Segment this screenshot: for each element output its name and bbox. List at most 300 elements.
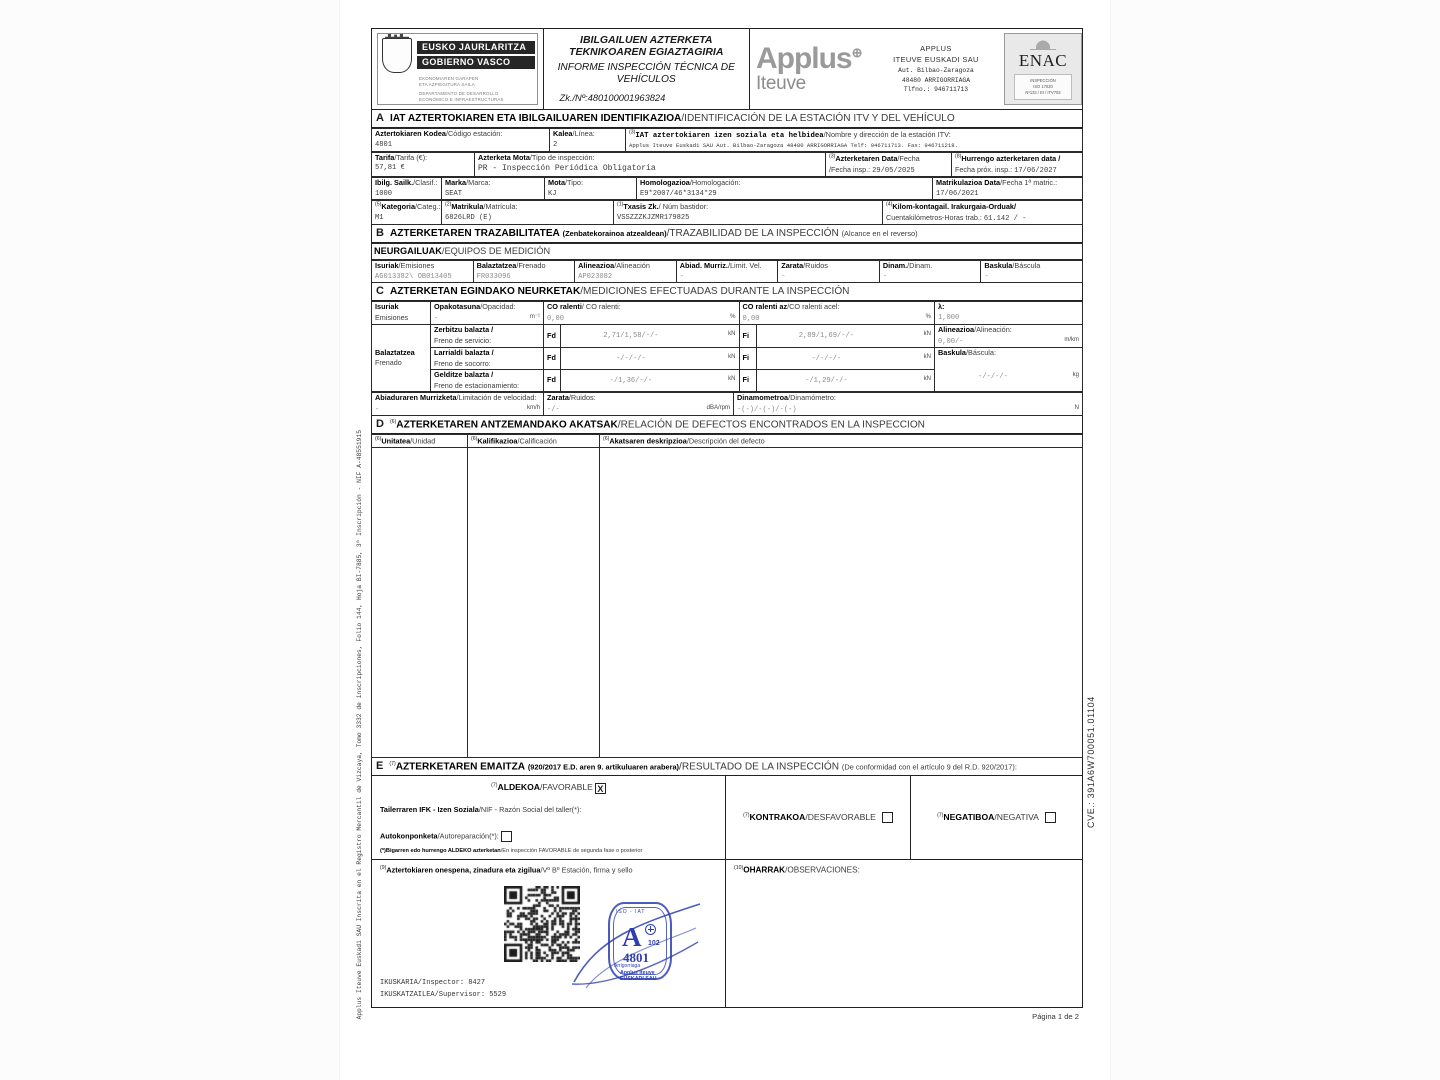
applus-block <box>750 29 1082 109</box>
class-label-bk: Ibilg. Sailk. <box>375 177 414 187</box>
category-value: M1 <box>375 213 384 222</box>
left-margin-registry-text: Applus Iteuve Euskadi SAU Inscrita en el Registro Mercantil de Vizcaya, Tomo 3332 de inscripciones, Folio 144, Hoja BI-7885, 3ª Inscripción - NIF A-48551915 <box>356 430 363 1020</box>
odo-value: 61.142 / - <box>983 214 1027 223</box>
homolog-label-es: /Homologación: <box>689 177 741 187</box>
applus-text: Applus <box>755 42 852 76</box>
dyno-label-es: /Dinamómetro: <box>788 393 836 403</box>
enac-line2: ISO 17020 <box>1033 84 1053 90</box>
section-a-letter: A <box>376 112 384 124</box>
section-e-title-bk-paren: (920/2017 E.D. aren 9. artikuluaren arabera) <box>527 762 680 772</box>
favorable-row <box>380 782 717 794</box>
cell-description-empty <box>600 448 1083 758</box>
cell-fi-label <box>739 348 756 370</box>
emissions-label-es: Emisiones <box>375 312 409 322</box>
vin-label-bk: Txasis Zk. <box>623 202 659 212</box>
cell-tariff <box>372 152 475 176</box>
category-label-es: /Categ.: <box>415 202 441 212</box>
line-label-bk: Kalea <box>553 128 573 138</box>
company-postal: 48480 ARRIGORRIAGA <box>901 76 970 84</box>
company-address: Aut. Bilbao-Zaragoza <box>898 66 974 74</box>
equipment-header-bk: NEURGAILUAK <box>374 246 442 257</box>
cell-emergency-brake-label <box>431 348 544 370</box>
col-qualification <box>468 435 600 448</box>
cell-emergency-fd <box>561 348 740 370</box>
applus-plus-icon: ⊕ <box>851 45 862 61</box>
section-d-defects-table <box>371 434 1083 758</box>
alignment-label-bk: Alineazioa <box>938 325 975 335</box>
footnote-row <box>380 848 717 855</box>
cell-lambda <box>935 302 1083 325</box>
observations-sup: (10) <box>734 864 744 871</box>
lambda-label: λ: <box>938 302 945 312</box>
equipment-noise <box>778 261 880 283</box>
workshop-label-bk: Tailerraren IFK - Izen Soziala <box>380 804 479 814</box>
section-d-sup: (6) <box>389 418 397 425</box>
kn-unit: kN <box>923 353 931 360</box>
station-name-label-bk: IAT aztertokiaren izen soziala eta helbidea <box>635 132 824 141</box>
brand-label-bk: Marka <box>445 177 467 187</box>
equipment-label-es: /Ruidos <box>803 261 828 271</box>
col-qual-es: /Calificación <box>517 436 557 446</box>
kn-unit: kN <box>923 376 931 382</box>
equipment-emissions <box>372 261 474 283</box>
co-accel-value: 0,00 <box>742 314 760 323</box>
document-number-label: Zk./Nº: <box>559 93 588 104</box>
unfavorable-label-es: /DESFAVORABLE <box>805 812 876 823</box>
stamp-plus-icon <box>645 924 656 935</box>
negative-sup: (7) <box>937 812 944 819</box>
cell-braking-label <box>372 325 431 392</box>
favorable-panel <box>372 776 726 859</box>
equipment-label-es: /Báscula <box>1012 261 1041 271</box>
cell-unit-empty <box>372 448 468 758</box>
vin-label-es: / Núm bastidor: <box>658 202 709 212</box>
odo-label-bk: Kilom-kontagail. Irakurgaia-Orduak/ <box>892 202 1017 212</box>
table-row <box>372 261 1083 283</box>
fi-label: Fi <box>742 353 749 363</box>
section-a-title-bk: IAT AZTERTOKIAREN ETA IBILGAILUAREN IDENTIFIKAZIOA <box>389 113 682 124</box>
section-a-title-es: /IDENTIFICACIÓN DE LA ESTACIÓN ITV Y DEL VEHÍCULO <box>681 113 955 124</box>
selfrepair-checkbox[interactable] <box>501 831 512 842</box>
noise-label-es: /Ruidos: <box>568 393 596 403</box>
cell-opacity <box>431 302 544 325</box>
scale-unit: kg <box>1072 371 1079 378</box>
opacity-label-es: /Opacidad: <box>480 302 516 312</box>
next-date-label-bk: Hurrengo azterketaren data / <box>961 154 1061 164</box>
approval-label-row <box>380 865 717 875</box>
cell-homologation <box>637 177 933 199</box>
col-unit <box>372 435 468 448</box>
favorable-checkbox[interactable]: X <box>595 783 606 794</box>
cell-plate <box>442 200 614 224</box>
col-desc-bk: Akatsaren deskripzioa <box>609 436 687 446</box>
equipment-value: AG013382\ OB013405 <box>375 272 452 281</box>
approval-sup: (9) <box>380 864 387 871</box>
equipment-alignment <box>575 261 677 283</box>
enac-line3: Nº133 / EI / ITV703 <box>1025 90 1061 96</box>
cell-station-code <box>372 128 550 151</box>
insp-date-label-es2: /Fecha insp.: <box>829 164 871 174</box>
section-a-table-2 <box>371 152 1083 177</box>
equipment-label-bk: Abiad. Murriz. <box>679 261 728 271</box>
alignment-value: 0,00/- <box>938 337 964 346</box>
gov-dept-es-1: DEPARTAMENTO DE DESARROLLO <box>419 90 499 96</box>
section-b-letter: B <box>376 227 384 240</box>
equipment-value: - <box>781 272 786 281</box>
equipment-header-es: /EQUIPOS DE MEDICIÓN <box>441 246 551 257</box>
col-desc-es: /Descripción del defecto <box>686 436 765 446</box>
odo-label-es: Cuentakilómetros-Horas trab.: <box>886 212 982 222</box>
fi-label: Fi <box>742 330 749 340</box>
table-row <box>372 244 1083 260</box>
homolog-value: E9*2007/46*3134*29 <box>640 189 717 198</box>
class-value: 1000 <box>375 189 393 198</box>
equipment-dynamometer <box>879 261 981 283</box>
section-e-title-bk: AZTERKETAREN EMAITZA <box>395 761 526 773</box>
selfrepair-row <box>380 831 717 842</box>
cell-category <box>372 200 442 224</box>
speed-limit-label-bk: Abiaduraren Murrizketa <box>375 393 457 403</box>
cell-inspection-type <box>475 152 826 176</box>
negative-panel <box>911 776 1082 859</box>
iteuve-wordmark: Iteuve <box>755 72 806 94</box>
line-value: 2 <box>553 140 558 149</box>
unfavorable-sup: (7) <box>743 812 750 819</box>
favorable-label-es: /FAVORABLE <box>539 782 593 793</box>
table-row <box>372 128 1083 151</box>
document-number <box>548 93 745 104</box>
section-e-result-box <box>371 776 1083 860</box>
class-label-es: /Clasif.: <box>413 177 438 187</box>
tariff-label-bk: Tarifa <box>375 152 395 162</box>
parking-brake-bk: Gelditze balazta / <box>434 370 494 380</box>
plate-label-bk: Matrikula <box>451 202 484 212</box>
cell-qualification-empty <box>468 448 600 758</box>
gov-dept-bk-1: EKONOMIAREN GARAPEN <box>419 76 479 81</box>
kn-unit: kN <box>728 376 736 382</box>
next-date-sup: (8) <box>955 153 962 160</box>
cell-service-brake-label <box>431 325 544 348</box>
co-idle-label-bk: CO ralenti <box>547 302 582 312</box>
table-row <box>372 200 1083 224</box>
service-fd-value: 2,71/1,58/-/- <box>603 332 659 341</box>
table-row <box>372 348 1083 370</box>
equipment-label-bk: Dinam. <box>882 261 908 271</box>
line-label-es: /Línea: <box>572 128 595 138</box>
unfavorable-panel <box>726 776 911 859</box>
parking-fi-value: -/1,29/-/- <box>805 377 848 385</box>
cell-station-name <box>626 128 1083 151</box>
cell-co-idle <box>544 302 740 325</box>
section-c-title-bk: AZTERKETAN EGINDAKO NEURKETAK <box>389 286 581 298</box>
speed-limit-label-es: /Limitación de velocidad: <box>456 393 537 403</box>
enac-crest-icon <box>1030 37 1056 50</box>
document-title-block <box>544 29 750 109</box>
cell-fd-label <box>544 348 561 370</box>
cell-service-fi <box>756 325 935 348</box>
section-a-table-3 <box>371 177 1083 200</box>
equipment-header-cell <box>372 244 1083 260</box>
dyno-value: -(-)/-(-)/-(-) <box>737 405 797 414</box>
table-header-row <box>372 435 1083 448</box>
station-name-sup: (3) <box>629 129 636 136</box>
vin-value: VSSZZZKJZMR179825 <box>617 213 690 222</box>
stamp-number-102: 102 <box>648 939 660 947</box>
cell-inspection-date <box>826 152 952 176</box>
supervisor-value: 5529 <box>489 990 507 999</box>
first-reg-value: 17/06/2021 <box>936 189 979 198</box>
service-brake-bk: Zerbitzu balazta / <box>434 325 494 335</box>
observations-label-row <box>734 865 1074 875</box>
supervisor-row <box>380 990 506 1001</box>
cell-line <box>550 128 626 151</box>
official-stamp <box>608 902 672 980</box>
table-row <box>372 325 1083 348</box>
observations-label-es: /OBSERVACIONES: <box>785 865 860 875</box>
table-row <box>372 152 1083 176</box>
cell-model <box>545 177 637 199</box>
col-qual-sup: (6) <box>471 436 478 443</box>
co-idle-value: 0,00 <box>547 314 565 323</box>
gov-dept-bk-2: ETA AZPIEGITURA SAILA <box>419 81 475 87</box>
equipment-label-es: /Alineación <box>614 261 650 271</box>
cell-fd-label <box>544 325 561 348</box>
cell-scale <box>935 348 1083 392</box>
stamp-line1: Applus Iteuve <box>620 969 655 976</box>
gov-logo-line2: GOBIERNO VASCO <box>417 56 535 70</box>
observations-label-bk: OHARRAK <box>743 865 786 875</box>
opacity-unit: m⁻¹ <box>529 313 540 320</box>
observations-panel <box>726 860 1082 1007</box>
emissions-label-bk: Isuriak <box>375 302 399 312</box>
cell-alignment <box>935 325 1083 348</box>
cell-noise <box>544 393 734 416</box>
plate-label-es: /Matrícula: <box>483 202 518 212</box>
section-c-table <box>371 301 1083 392</box>
negative-label-bk: NEGATIBOA <box>943 812 995 823</box>
kn-unit: kN <box>923 331 931 338</box>
section-a-table-4 <box>371 200 1083 225</box>
favorable-label-bk: ALDEKOA <box>497 782 540 793</box>
unfavorable-label-bk: KONTRAKOA <box>749 812 806 823</box>
company-address-block <box>868 43 1004 95</box>
inspection-type-label-es: /Tipo de inspección: <box>529 152 595 162</box>
cell-vin <box>614 200 883 224</box>
lambda-value: 1,000 <box>938 313 960 322</box>
fd-label: Fd <box>547 330 556 340</box>
section-c-title-es: /MEDICIONES EFECTUADAS DURANTE LA INSPECCIÓN <box>580 286 850 298</box>
applus-logo <box>750 42 868 94</box>
workshop-label-es: /NIF - Razón Social del taller(*): <box>478 804 582 814</box>
section-d-title-es: /RELACIÓN DE DEFECTOS ENCONTRADOS EN LA INSPECCION <box>617 419 925 431</box>
first-reg-label-es: /Fecha 1ª matric.: <box>1000 177 1058 187</box>
odo-sup: (4) <box>886 201 893 208</box>
section-e-title-es: /RESULTADO DE LA INSPECCIÓN <box>679 761 840 773</box>
cell-classification <box>372 177 442 199</box>
equipment-label-bk: Zarata <box>781 261 804 271</box>
noise-label-bk: Zarata <box>547 393 569 403</box>
cell-parking-fi <box>756 370 935 392</box>
co-accel-label-bk: CO ralenti az <box>742 302 788 312</box>
parking-fd-value: -/1,36/-/- <box>609 377 653 385</box>
cell-dynamometer <box>734 393 1083 416</box>
brand-label-es: /Marca: <box>466 177 491 187</box>
cell-speed-limit <box>372 393 544 416</box>
cell-parking-fd <box>561 370 740 392</box>
opacity-value: - <box>434 314 439 323</box>
category-label-bk: Kategoria <box>381 202 415 212</box>
section-d-title-bk: AZTERKETAREN ANTZEMANDAKO AKATSAK <box>396 419 618 431</box>
noise-value: -/- <box>547 405 560 414</box>
cell-fi-label <box>739 325 756 348</box>
basque-government-logo <box>372 29 544 109</box>
category-sup: (5) <box>375 201 382 208</box>
insp-date-sup: (3) <box>829 153 836 160</box>
brand-value: SEAT <box>445 189 463 198</box>
inspector-row <box>380 978 506 989</box>
right-margin-cve-text: CVE.: 391A6W700051.01104 <box>1086 696 1096 828</box>
table-row <box>372 302 1083 325</box>
parking-brake-es: Freno de estacionamiento: <box>434 380 520 390</box>
scale-label-es: /Báscula: <box>966 348 997 358</box>
section-d-header <box>371 416 1083 434</box>
qr-code <box>504 886 580 962</box>
section-b-header <box>371 225 1083 243</box>
unfavorable-checkbox[interactable] <box>882 812 893 823</box>
emergency-brake-es: Freno de socorro: <box>434 358 491 368</box>
col-desc-sup: (6) <box>603 436 610 443</box>
selfrepair-label-bk: Autokonponketa <box>380 831 438 841</box>
table-row <box>372 393 1083 416</box>
supervisor-label: IKUSKATZAILEA/Supervisor: <box>380 990 486 999</box>
col-unit-es: /Unidad <box>410 436 436 446</box>
co-accel-label-es: /CO ralenti acel: <box>787 302 840 312</box>
section-c-letter: C <box>376 285 384 298</box>
speed-limit-value: - <box>375 405 380 414</box>
cell-emissions-label <box>372 302 431 325</box>
inspector-label: IKUSKARIA/Inspector: <box>380 979 465 988</box>
emergency-brake-bk: Larrialdi balazta / <box>434 348 494 358</box>
fi-label: Fi <box>742 375 749 385</box>
model-label-es: /Tipo: <box>565 177 584 187</box>
equipment-speed-limit <box>676 261 778 283</box>
stamp-city: Arrigorriaga <box>614 962 641 969</box>
gov-dept-es-2: ECONÓMICO E INFRAESTRUCTURAS <box>419 96 504 102</box>
document-header <box>371 28 1083 110</box>
equipment-value: AP023082 <box>578 272 613 281</box>
inspection-type-value: PR - Inspección Periódica Obligatoria <box>478 164 656 174</box>
tariff-value: 57,81 € <box>375 164 405 173</box>
section-b-title-bk: AZTERKETAREN TRAZABILITATEA <box>389 228 560 240</box>
coat-of-arms-icon <box>380 36 414 74</box>
table-row <box>372 177 1083 199</box>
inspector-block <box>380 978 506 1000</box>
col-description <box>600 435 1083 448</box>
section-c-header <box>371 283 1083 301</box>
stamp-letter: A <box>622 921 642 952</box>
col-unit-sup: (6) <box>375 436 382 443</box>
approval-label-es: /Vº Bº Estación, firma y sello <box>540 865 633 875</box>
stamp-line2: EUSKADI SAU <box>620 975 657 982</box>
first-reg-label-bk: Matrikulazioa Data <box>936 177 1001 187</box>
station-code-label-bk: Aztertokiaren Kodea <box>375 128 446 138</box>
cell-odometer <box>883 200 1083 224</box>
company-name-2: ITEUVE EUSKADI SAU <box>893 55 979 65</box>
section-b-title-bk-paren: (Zenbatekorainoa atzealdean) <box>562 229 667 239</box>
stamp-top-text: ISO - IAT <box>616 908 646 915</box>
signature-observations-box <box>371 860 1083 1008</box>
dyno-label-bk: Dinamometroa <box>737 393 789 403</box>
company-phone: Tlfno.: 946711713 <box>903 86 969 94</box>
kn-unit: kN <box>728 331 736 338</box>
title-spanish: INFORME INSPECCIÓN TÉCNICA DE VEHÍCULOS <box>557 62 735 86</box>
braking-label-es: Frenado <box>375 358 402 368</box>
equipment-label-bk: Baskula <box>984 261 1013 271</box>
negative-checkbox[interactable] <box>1045 812 1056 823</box>
equipment-value: FR033096 <box>476 272 511 281</box>
service-brake-es: Freno de servicio: <box>434 335 492 345</box>
table-row <box>372 448 1083 758</box>
insp-date-label-bk: Azterketaren Data <box>835 154 898 164</box>
favorable-sup: (7) <box>491 782 498 789</box>
station-name-value: Applus Iteuve Euskadi SAU Aut. Bilbao-Zaragoza 48480 ARRIGORRIAGA Telf: 946711713. Fax: 946711218. <box>629 142 958 149</box>
vin-sup: (1) <box>617 201 624 208</box>
service-fi-value: 2,89/1,69/-/- <box>798 332 855 341</box>
section-a-header <box>371 110 1083 128</box>
enac-accreditation-logo <box>1004 33 1082 105</box>
station-code-label-es: /Código estación: <box>445 128 503 138</box>
tariff-label-es: /Tarifa (€): <box>394 152 428 162</box>
footnote-es: /En inspección FAVORABLE de segunda fase o posterior <box>500 848 643 855</box>
equipment-value: - <box>679 272 684 281</box>
equipment-value: - <box>984 272 989 281</box>
co-accel-unit: % <box>925 313 931 320</box>
equipment-value: - <box>882 272 888 281</box>
station-code-value: 4801 <box>375 140 393 149</box>
col-qual-bk: Kalifikazioa <box>477 436 518 446</box>
equipment-label-bk: Alineazioa <box>578 261 615 271</box>
emergency-fi-value: -/-/-/- <box>811 354 842 363</box>
kn-unit: kN <box>728 353 736 360</box>
cell-next-inspection-date <box>952 152 1083 176</box>
section-e-header <box>371 758 1083 776</box>
selfrepair-label-es: /Autoreparación(*): <box>437 831 499 841</box>
section-e-sup: (7) <box>389 760 396 767</box>
section-b-title-es-paren: (Alcance en el reverso) <box>841 229 918 239</box>
negative-label-es: /NEGATIVA <box>994 812 1039 823</box>
insp-date-value: 29/05/2025 <box>872 166 915 175</box>
section-a-table <box>371 128 1083 152</box>
station-name-label-es: /Nombre y dirección de la estación ITV: <box>823 130 951 140</box>
fd-label: Fd <box>547 353 556 363</box>
next-date-value: 17/06/2027 <box>1014 166 1057 175</box>
approval-label-bk: Aztertokiaren onespena, zinadura eta zigilua <box>386 865 541 875</box>
model-label-bk: Mota <box>548 177 566 187</box>
section-d-letter: D <box>376 418 384 431</box>
next-date-label-es: Fecha próx. insp.: <box>955 164 1013 174</box>
cell-fi-label <box>739 370 756 392</box>
stamp-number-4801: 4801 <box>623 949 649 965</box>
alignment-unit: m/km <box>1064 336 1079 343</box>
applus-wordmark <box>755 42 868 76</box>
equipment-label-es: /Dinam. <box>907 261 933 271</box>
plate-value: 6826LRD (E) <box>445 213 492 222</box>
col-unit-bk: Unitatea <box>381 436 411 446</box>
insp-date-label-es: /Fecha <box>897 154 920 164</box>
section-c-table-2 <box>371 392 1083 416</box>
itv-certificate <box>371 28 1083 1022</box>
section-b-equipment-table <box>371 260 1083 283</box>
